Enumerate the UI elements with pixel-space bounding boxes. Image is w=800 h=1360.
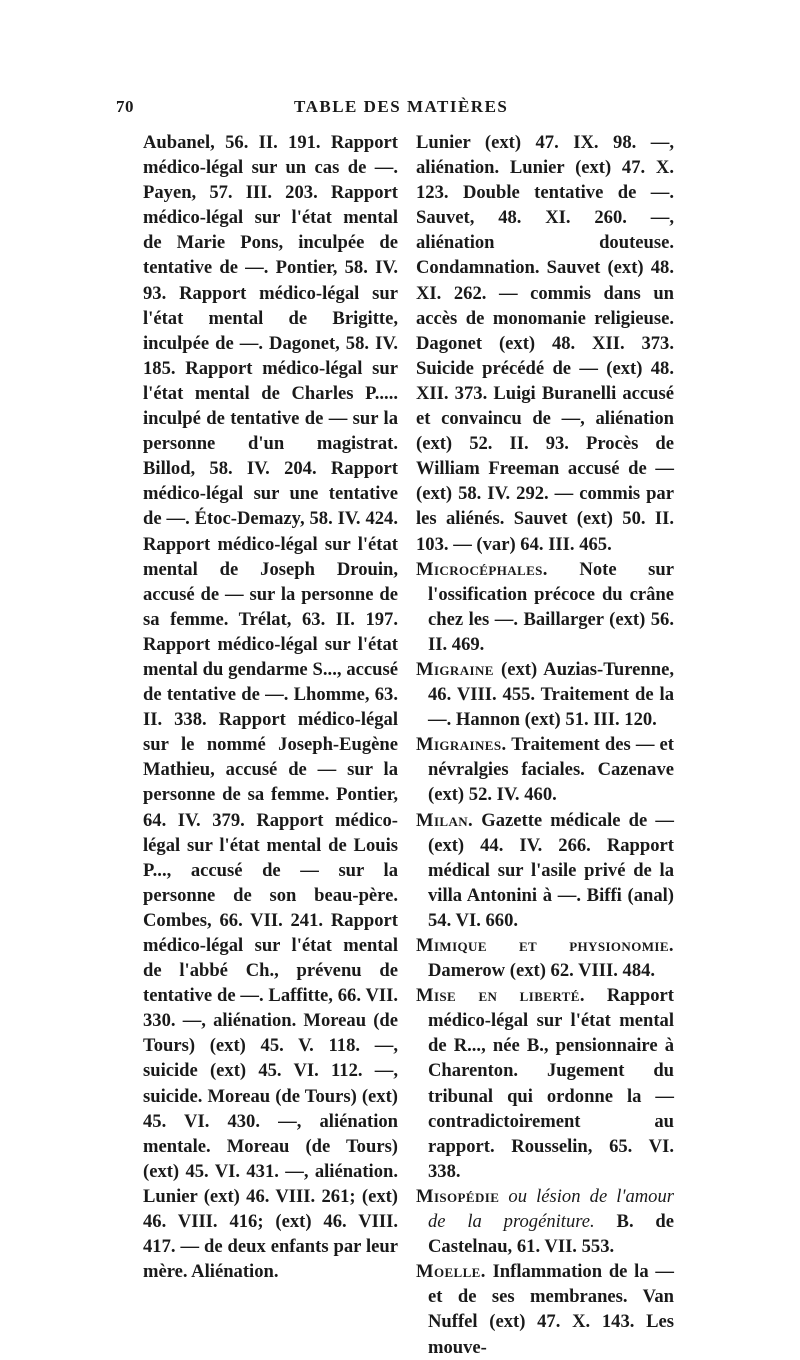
running-head: TABLE DES MATIÈRES: [294, 97, 509, 116]
entry-italic-gloss: ou lésion de l'amour de la progéniture.: [428, 1185, 675, 1233]
entry-body: Rapport médico-légal sur l'état mental de R..., née B., pensionnaire à Charenton. Jugement du tribunal qui ordonne la — contradictoirement au rapport. Rousselin, 65. VI. 338.: [428, 985, 674, 1182]
entry-headword: Moelle.: [416, 1261, 486, 1283]
index-column-left: [143, 130, 398, 1284]
entry-headword: Milan.: [416, 809, 474, 831]
entry-headword: Misopédie: [416, 1185, 500, 1207]
continued-entry-text: Aubanel, 56. II. 191. Rapport médico-légal sur un cas de —. Payen, 57. III. 203. Rapport médico-légal sur l'état mental de Marie Pons, inculpée de tentative de —. Pontier, 58. IV. 93. Rapport médico-légal sur l'état mental de Brigitte, inculpée de —. Dagonet, 58. IV. 185. Rapport médico-légal sur l'état mental de Charles P..... inculpé de tentative de — sur la personne d'un magistrat. Billod, 58. IV. 204. Rapport médico-légal sur une tentative de —. Étoc-Demazy, 58. IV. 424. Rapport médico-légal sur l'état mental de Joseph Drouin, accusé de — sur la personne de sa femme. Trélat, 63. II. 197. Rapport médico-légal sur l'état mental du gendarme S..., accusé de tentative de —. Lhomme, 63. II. 338. Rapport médico-légal sur le nommé Joseph-Eugène Mathieu, accusé de — sur la personne de sa femme. Pontier, 64. IV. 379. Rapport médico-légal sur l'état mental de Louis P..., accusé de — sur la personne de son beau-père. Combes, 66. VII. 241. Rapport médico-légal sur l'état mental de l'abbé Ch., prévenu de tentative de —. Laffitte, 66. VII. 330. —, aliénation. Moreau (de Tours) (ext) 45. V. 118. —, suicide (ext) 45. VI. 112. —, suicide. Moreau (de Tours) (ext) 45. VI. 430. —, aliénation mentale. Moreau (de Tours) (ext) 45. VI. 431. —, aliénation. Lunier (ext) 46. VIII. 261; (ext) 46. VIII. 416; (ext) 46. VIII. 417. — de deux enfants par leur mère. Aliénation.: [143, 132, 398, 1283]
index-entry: [416, 808, 674, 933]
index-column-right: [416, 130, 674, 1360]
index-entry: [416, 657, 674, 732]
index-entry: [416, 1259, 674, 1359]
index-entry: [416, 983, 674, 1184]
entry-headword: Microcéphales.: [416, 558, 548, 580]
entry-body: Inflammation de la — et de ses membranes. Van Nuffel (ext) 47. X. 143. Les mouve-: [428, 1261, 674, 1358]
entry-headword: Mise en liberté.: [416, 985, 585, 1007]
entry-body: Damerow (ext) 62. VIII. 484.: [428, 960, 656, 982]
index-entry: [416, 1184, 674, 1259]
entry-body: B. de Castelnau, 61. VII. 553.: [428, 1211, 675, 1258]
entry-body: Traitement des — et névralgies faciales. Cazenave (ext) 52. IV. 460.: [428, 734, 674, 806]
entry-body: Gazette médicale de — (ext) 44. IV. 266. Rapport médical sur l'asile privé de la villa Antonini à —. Biffi (anal) 54. VI. 660.: [428, 809, 674, 931]
entry-headword: Migraines.: [416, 734, 507, 756]
page-number: 70: [116, 97, 134, 116]
entry-headword: Migraine: [416, 658, 494, 680]
index-entry: [416, 933, 674, 983]
index-entry: [416, 732, 674, 807]
entry-body: (ext) Auzias-Turenne, 46. VIII. 455. Traitement de la —. Hannon (ext) 51. III. 120.: [428, 658, 674, 731]
entry-headword: Mimique et physionomie.: [416, 935, 674, 956]
index-entry: [416, 557, 674, 657]
entry-body: Note sur l'ossification précoce du crâne chez les —. Baillarger (ext) 56. II. 469.: [428, 558, 674, 655]
continued-entry-text: Lunier (ext) 47. IX. 98. —, aliénation. Lunier (ext) 47. X. 123. Double tentative de —. Sauvet, 48. XI. 260. —, aliénation douteuse. Condamnation. Sauvet (ext) 48. XI. 262. — commis dans un accès de monomanie religieuse. Dagonet (ext) 48. XII. 373. Suicide précédé de — (ext) 48. XII. 373. Luigi Buranelli accusé et convaincu de —, aliénation (ext) 52. II. 93. Procès de William Freeman accusé de — (ext) 58. IV. 292. — commis par les aliénés. Sauvet (ext) 50. II. 103. — (var) 64. III. 465.: [416, 132, 674, 555]
